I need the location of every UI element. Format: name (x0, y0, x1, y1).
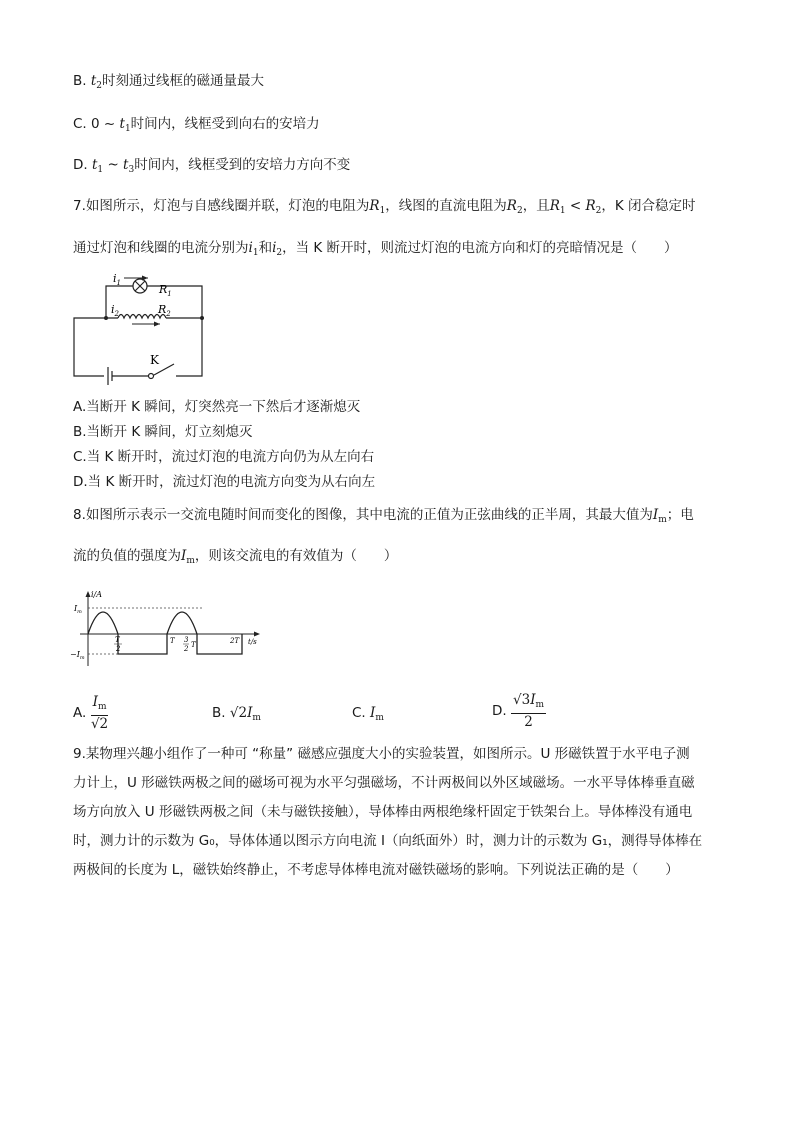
label-r1: $R_1$ (159, 283, 172, 298)
q7-line1: 7.如图所示，灯泡与自感线圈并联，灯泡的电阻为$R_1$，线图的直流电阻为$R_2$，且$R_1 < R_2$，K 闭合稳定时 (73, 198, 696, 216)
q8-option-d: D. $\frac{√3I_m}{2}$ (492, 692, 545, 730)
var-t1: $t_1$ (119, 116, 131, 134)
q9-line5: 两极间的长度为 L，磁铁始终静止，不考虑导体棒电流对磁铁磁场的影响。下列说法正确的是（ ） (73, 862, 679, 878)
tick-t-half: T (115, 636, 120, 644)
graph-ypos: $I_m$ (74, 604, 82, 615)
q9-line4: 时，测力计的示数为 G₀，导体体通以图示方向电流 I（向纸面外）时，测力计的示数为 G₁，测得导体棒在 (73, 833, 703, 849)
svg-text:2: 2 (184, 645, 189, 653)
q7-option-d: D.当 K 断开时，流过灯泡的电流方向变为从右向左 (73, 474, 376, 490)
q8-line2: 流的负值的强度为$I_m$，则该交流电的有效值为（ ） (73, 548, 398, 566)
q8-option-c: C. $I_m$ (352, 705, 384, 723)
q7-option-b: B.当断开 K 瞬间，灯立刻熄灭 (73, 424, 253, 440)
tick-3-half: 3 (184, 636, 189, 644)
q9-line3: 场方向放入 U 形磁铁两极之间（未与磁铁接触），导体棒由两根绝缘杆固定于铁架台上。导体棒没有通电 (73, 804, 693, 820)
q8-option-a: A. $\frac{I_m}{√2}$ (73, 694, 109, 732)
var-t1-t3: $t_1$ ~ $t_3$ (91, 157, 135, 175)
q7-option-a: A.当断开 K 瞬间，灯突然亮一下然后才逐渐熄灭 (73, 399, 361, 415)
var-t2: $t_2$ (90, 73, 103, 91)
svg-text:2: 2 (116, 645, 121, 653)
option-d-prev: D. $t_1$ ~ $t_3$时间内，线框受到的安培力方向不变 (73, 157, 351, 175)
ac-current-graph (70, 586, 270, 670)
svg-text:T: T (191, 641, 196, 649)
graph-ylabel: i/A (91, 590, 103, 599)
label-r2: $R_2$ (158, 303, 171, 318)
q8-line1: 8.如图所示表示一交流电随时间而变化的图像，其中电流的正值为正弦曲线的正半周，其最大值为$I_m$；电 (73, 507, 694, 525)
option-c-prev: C. 0 ~ $t_1$时间内，线框受到向右的安培力 (73, 116, 320, 134)
tick-2T: 2T (230, 637, 240, 645)
q7-line2: 通过灯泡和线圈的电流分别为$i_1$和$i_2$，当 K 断开时，则流过灯泡的电流方向和灯的亮暗情况是（ ） (73, 240, 678, 258)
q9-line1: 9.某物理兴趣小组作了一种可 “称量” 磁感应强度大小的实验装置，如图所示。U 形磁铁置于水平电子测 (73, 746, 690, 762)
q9-line2: 力计上，U 形磁铁两极之间的磁场可视为水平匀强磁场，不计两极间以外区域磁场。一水平导体棒垂直磁 (73, 775, 695, 791)
label-i1: $i_1$ (113, 272, 121, 287)
circuit-diagram (66, 268, 216, 388)
label-i2: $i_2$ (111, 303, 119, 318)
q7-option-c: C.当 K 断开时，流过灯泡的电流方向仍为从左向右 (73, 449, 375, 465)
label-k: K (150, 353, 159, 367)
option-b-prev: B. $t_2$时刻通过线框的磁通量最大 (73, 73, 265, 91)
q8-option-b: B. $√2I_m$ (212, 705, 261, 723)
tick-T: T (170, 637, 175, 645)
graph-xlabel: t/s (248, 638, 257, 646)
graph-yneg: $-I_m$ (70, 650, 85, 661)
